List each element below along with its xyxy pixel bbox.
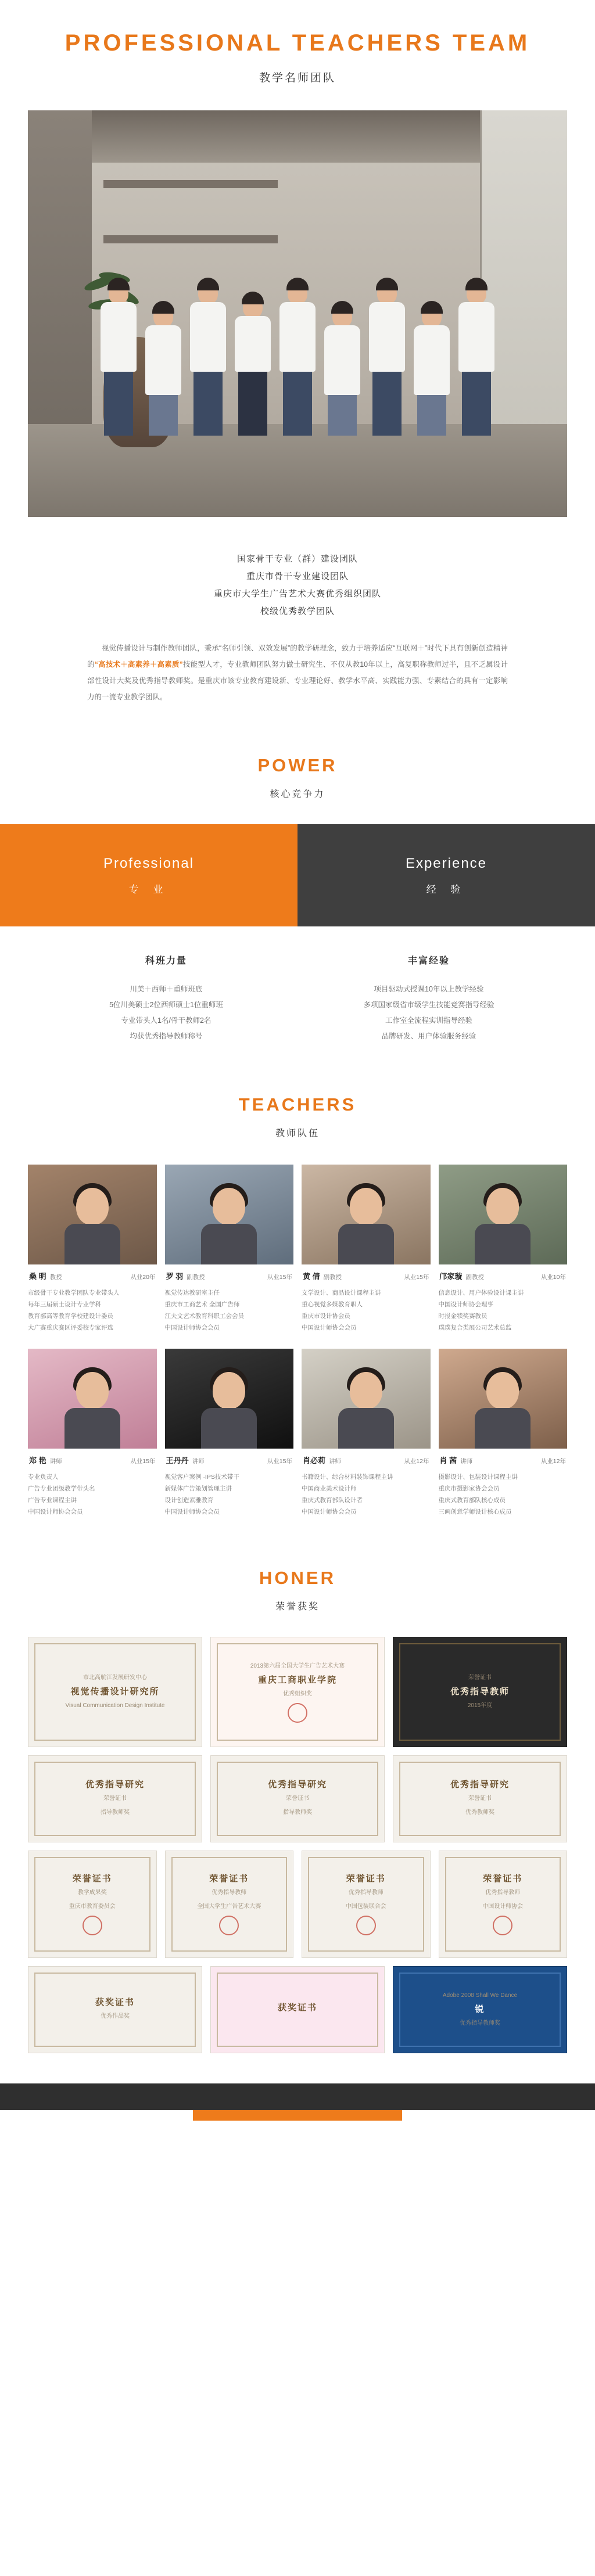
teacher-description: 信息设计、用户体验设计课主讲 中国设计师协会理事 时报金犊奖赛教员 璞璞复合类展公司艺术总监 bbox=[438, 1289, 524, 1331]
teacher-name: 桑 明 bbox=[29, 1272, 46, 1281]
teacher-description: 专业负责人 广告专业团级教学带头名 广告专业课程主讲 中国设计师协会会员 bbox=[28, 1474, 95, 1515]
photo-person bbox=[367, 278, 408, 436]
footer-bottom-space bbox=[0, 2121, 595, 2144]
photo-people bbox=[98, 278, 497, 436]
top-spacer bbox=[0, 0, 595, 30]
certificate-card[interactable] bbox=[393, 1755, 567, 1842]
certificate-note: 荣誉证书 bbox=[103, 1795, 127, 1802]
teacher-photo bbox=[439, 1165, 568, 1264]
power-list-item: 均获优秀指导教师称号 bbox=[130, 1032, 203, 1040]
power-split-banner bbox=[0, 824, 595, 926]
certificate-title: 优秀指导教师 bbox=[450, 1687, 510, 1697]
certificate-card[interactable] bbox=[393, 1637, 567, 1747]
photo-person bbox=[232, 292, 273, 436]
power-banner-professional-en: Professional bbox=[103, 855, 195, 871]
photo-person bbox=[411, 301, 453, 436]
photo-person bbox=[322, 301, 363, 436]
certificate-title: 荣誉证书 bbox=[209, 1873, 249, 1884]
teacher-name: 黄 倩 bbox=[303, 1272, 320, 1281]
intro-paragraph bbox=[87, 640, 508, 705]
teacher-meta bbox=[302, 1449, 431, 1465]
power-banner-experience-cn: 经 验 bbox=[426, 883, 467, 895]
teacher-role: 副教授 bbox=[187, 1274, 205, 1281]
power-column-right bbox=[298, 953, 560, 1044]
certificate-note: 优秀指导教师 bbox=[348, 1889, 383, 1896]
certificate-title: 优秀指导研究 bbox=[267, 1780, 327, 1790]
teacher-name: 邝家璇 bbox=[439, 1272, 463, 1281]
power-column-right-heading: 丰富经验 bbox=[407, 956, 450, 966]
teacher-card[interactable] bbox=[439, 1349, 568, 1518]
teacher-photo bbox=[28, 1349, 157, 1449]
certificate-card[interactable] bbox=[302, 1851, 431, 1958]
footer-orange-bar bbox=[193, 2110, 402, 2121]
teacher-role: 讲师 bbox=[460, 1458, 473, 1465]
certificate-subnote: 优秀教师奖 bbox=[465, 1809, 494, 1816]
intro-line: 国家骨干专业（群）建设团队 bbox=[236, 554, 358, 564]
power-list-item: 品牌研发、用户体验服务经验 bbox=[381, 1032, 476, 1040]
photo-person bbox=[456, 278, 497, 436]
honer-section bbox=[0, 1568, 595, 2053]
power-title-cn: 核心竞争力 bbox=[270, 789, 325, 799]
certificate-note: 市北高航江发展研发中心 bbox=[83, 1675, 147, 1681]
certificate-note: 荣誉证书 bbox=[468, 1795, 492, 1802]
photo-floor bbox=[28, 424, 567, 517]
power-banner-experience bbox=[298, 824, 595, 926]
certificate-card[interactable] bbox=[439, 1851, 568, 1958]
teacher-experience: 从业15年 bbox=[267, 1458, 292, 1465]
power-column-left bbox=[35, 953, 298, 1044]
teacher-name: 肖 茜 bbox=[439, 1456, 457, 1465]
certificate-note: 荣誉证书 bbox=[286, 1795, 309, 1802]
photo-person bbox=[277, 278, 318, 436]
power-columns bbox=[0, 953, 595, 1044]
certificate-title: 视觉传播设计研究所 bbox=[70, 1687, 160, 1697]
power-banner-professional-cn: 专 业 bbox=[128, 883, 169, 895]
certificate-note: 教学成果奖 bbox=[77, 1889, 107, 1896]
teacher-experience: 从业20年 bbox=[130, 1274, 156, 1281]
teacher-grid-row-2 bbox=[28, 1349, 567, 1518]
teacher-experience: 从业15年 bbox=[130, 1458, 156, 1465]
certificate-row bbox=[28, 1637, 567, 1747]
teacher-card[interactable] bbox=[165, 1349, 294, 1518]
power-section bbox=[0, 755, 595, 1044]
footer-dark-bar bbox=[0, 2083, 595, 2110]
certificate-card[interactable] bbox=[210, 1637, 385, 1747]
team-photo bbox=[28, 110, 567, 517]
certificate-subnote: 优秀组织奖 bbox=[283, 1691, 312, 1697]
teacher-photo bbox=[165, 1349, 294, 1449]
teacher-experience: 从业15年 bbox=[267, 1274, 292, 1281]
power-list-item: 专业带头人1名/骨干教师2名 bbox=[121, 1016, 212, 1025]
certificate-note: 优秀作品奖 bbox=[101, 2013, 130, 2020]
teacher-card[interactable] bbox=[28, 1165, 157, 1334]
certificate-title: 获奖证书 bbox=[95, 1997, 135, 2007]
honer-title-en: HONER bbox=[259, 1568, 336, 1588]
certificate-card[interactable] bbox=[28, 1755, 202, 1842]
certificate-card[interactable] bbox=[28, 1851, 157, 1958]
teacher-role: 副教授 bbox=[323, 1274, 342, 1281]
certificate-title: 优秀指导研究 bbox=[85, 1780, 145, 1790]
photo-person bbox=[142, 301, 184, 436]
certificate-note: 优秀指导教师 bbox=[212, 1889, 247, 1896]
certificate-subnote: Visual Communication Design Institute bbox=[65, 1702, 165, 1709]
certificate-subnote: 中国包装联合会 bbox=[345, 1903, 386, 1910]
teacher-photo bbox=[302, 1349, 431, 1449]
photo-person bbox=[187, 278, 228, 436]
teacher-meta bbox=[439, 1264, 568, 1281]
teacher-role: 教授 bbox=[49, 1274, 62, 1281]
teacher-meta bbox=[28, 1449, 157, 1465]
teacher-description: 视觉传达教研室主任 重庆市工商艺术 全国广告师 江夫文艺术教育科职工会会员 中国设计师协会会员 bbox=[164, 1289, 244, 1331]
intro-honor-lines bbox=[87, 551, 508, 620]
power-column-right-list bbox=[298, 982, 560, 1044]
page-subtitle: 教学名师团队 bbox=[259, 72, 336, 84]
photo-shelf-lower bbox=[103, 235, 278, 243]
teacher-role: 副教授 bbox=[465, 1274, 485, 1281]
certificate-row bbox=[28, 1755, 567, 1842]
teacher-photo bbox=[28, 1165, 157, 1264]
power-list-item: 5位川美硕士2位西师硕士1位重师班 bbox=[109, 1001, 223, 1009]
certificate-row bbox=[28, 1851, 567, 1958]
teacher-description: 摄影设计、包装设计课程主讲 重庆市摄影家协会会员 重庆式教育部队核心成员 三画创意学师设计核心成员 bbox=[438, 1474, 518, 1515]
power-heading bbox=[0, 755, 595, 800]
intro-paragraph-part1: 视觉传播设计与制作教师团队，秉承“名师引领、双效发展”的教学研理念，致力于培养适应“互联网＋”时代下具有创新创造精神的 bbox=[87, 644, 508, 669]
teacher-name: 王丹丹 bbox=[166, 1456, 189, 1465]
teachers-title-en: TEACHERS bbox=[238, 1094, 357, 1115]
teacher-meta bbox=[28, 1264, 157, 1281]
certificate-subnote: 中国设计师协会 bbox=[482, 1903, 524, 1910]
teacher-experience: 从业12年 bbox=[540, 1458, 566, 1465]
certificate-title: 获奖证书 bbox=[277, 2003, 317, 2013]
teacher-experience: 从业15年 bbox=[404, 1274, 429, 1281]
certificate-subnote: 重庆市教育委员会 bbox=[69, 1903, 116, 1910]
power-column-left-heading: 科班力量 bbox=[145, 956, 187, 966]
certificate-subnote: 2015年度 bbox=[467, 1702, 493, 1709]
teacher-description: 文学设计、商品设计课程主讲 重心视觉多媒教育职人 重庆市设计协会员 中国设计师协会会员 bbox=[302, 1289, 381, 1331]
power-banner-professional bbox=[0, 824, 298, 926]
power-list-item: 工作室全流程实训指导经验 bbox=[385, 1016, 472, 1025]
footer bbox=[0, 2083, 595, 2144]
teacher-experience: 从业10年 bbox=[540, 1274, 566, 1281]
teachers-title-cn: 教师队伍 bbox=[275, 1129, 320, 1138]
certificate-title: 锐 bbox=[475, 2004, 485, 2014]
certificate-row bbox=[28, 1966, 567, 2053]
teacher-meta bbox=[439, 1449, 568, 1465]
intro-paragraph-part2: 技能型人才，专业教师团队努力做士研究生、不仅从教10年以上，高复职称教师过半，且不乏属设计部性设计大奖及优秀指导教师奖。是重庆市该专业教育建设新、专业理论好、教学水平高、实践能力强、专素结合的具有一定影响力的一流专业教学团队。 bbox=[87, 660, 508, 701]
photo-shelf-upper bbox=[103, 180, 278, 188]
teachers-grid-wrap bbox=[0, 1165, 595, 1518]
teacher-card[interactable] bbox=[28, 1349, 157, 1518]
certificate-card[interactable] bbox=[210, 1755, 385, 1842]
certificate-note: 荣誉证书 bbox=[468, 1675, 492, 1681]
teacher-meta bbox=[165, 1264, 294, 1281]
teacher-role: 讲师 bbox=[49, 1458, 62, 1465]
teacher-description: 书籍设计、综合材料装饰课程主讲 中国商业美术设计师 重庆式教育部队设计者 中国设计师协会会员 bbox=[302, 1474, 393, 1515]
seal-icon bbox=[356, 1916, 376, 1935]
teacher-description: 市级骨干专业教学团队专业带头人 每年三届硕士设计专业学科 教育部高等教育学校建设计委员 大广赛重庆赛区评委校专家评选 bbox=[28, 1289, 120, 1331]
certificate-subnote: 指导教师奖 bbox=[101, 1809, 130, 1816]
power-title-en: POWER bbox=[257, 755, 338, 775]
power-column-left-list bbox=[35, 982, 298, 1044]
teachers-section bbox=[0, 1094, 595, 1518]
power-list-item: 川美＋西师＋重师班底 bbox=[130, 985, 203, 993]
certificate-card[interactable] bbox=[28, 1966, 202, 2053]
certificate-title: 优秀指导研究 bbox=[450, 1780, 510, 1790]
teacher-card[interactable] bbox=[302, 1165, 431, 1334]
honer-heading bbox=[0, 1568, 595, 1612]
teacher-card[interactable] bbox=[165, 1165, 294, 1334]
certificate-title: 荣誉证书 bbox=[483, 1873, 523, 1884]
seal-icon bbox=[493, 1916, 512, 1935]
intro-line: 重庆市大学生广告艺术大赛优秀组织团队 bbox=[213, 589, 381, 599]
power-list-item: 多项国家级省市级学生技能竞赛指导经验 bbox=[363, 1001, 494, 1009]
teacher-photo bbox=[302, 1165, 431, 1264]
certificate-subnote: 指导教师奖 bbox=[283, 1809, 312, 1816]
intro-line: 校级优秀教学团队 bbox=[260, 606, 335, 616]
teacher-meta bbox=[165, 1449, 294, 1465]
certificate-note: Adobe 2008 Shall We Dance bbox=[442, 1992, 518, 1999]
certificate-note: 2013第六届全国大学生广告艺术大赛 bbox=[250, 1663, 345, 1669]
page-title: PROFESSIONAL TEACHERS TEAM bbox=[64, 30, 531, 56]
teacher-photo bbox=[439, 1349, 568, 1449]
teacher-name: 郑 艳 bbox=[29, 1456, 46, 1465]
teacher-description: 视觉客户案例 ·IPS技术带干 新媒体广告策划管理主讲 设计创造素雅教育 中国设计师协会会员 bbox=[164, 1474, 239, 1515]
teacher-grid-row-1 bbox=[28, 1165, 567, 1334]
certificate-title: 荣誉证书 bbox=[346, 1873, 386, 1884]
certificate-card[interactable] bbox=[210, 1966, 385, 2053]
teacher-name: 罗 羽 bbox=[166, 1272, 184, 1281]
teachers-heading bbox=[0, 1094, 595, 1139]
certificate-card[interactable] bbox=[165, 1851, 294, 1958]
header-section bbox=[0, 30, 595, 85]
teacher-experience: 从业12年 bbox=[404, 1458, 429, 1465]
certificate-title: 荣誉证书 bbox=[72, 1873, 112, 1884]
teacher-photo bbox=[165, 1165, 294, 1264]
certificate-note: 优秀指导教师 bbox=[485, 1889, 521, 1896]
certificates-wrap bbox=[0, 1637, 595, 2053]
teacher-card[interactable] bbox=[439, 1165, 568, 1334]
power-banner-experience-en: Experience bbox=[405, 855, 488, 871]
intro-paragraph-highlight: “高技术＋高素养＋高素质” bbox=[94, 660, 183, 669]
seal-icon bbox=[83, 1916, 102, 1935]
certificate-card[interactable] bbox=[28, 1637, 202, 1747]
teacher-name: 肖必莉 bbox=[303, 1456, 326, 1465]
certificate-title: 重庆工商职业学院 bbox=[257, 1675, 337, 1685]
power-list-item: 项目驱动式授课10年以上教学经验 bbox=[374, 985, 484, 993]
seal-icon bbox=[288, 1703, 307, 1723]
seal-icon bbox=[219, 1916, 239, 1935]
teacher-role: 讲师 bbox=[329, 1458, 342, 1465]
teacher-meta bbox=[302, 1264, 431, 1281]
intro-line: 重庆市骨干专业建设团队 bbox=[246, 572, 349, 581]
honer-title-cn: 荣誉获奖 bbox=[275, 1602, 320, 1612]
teacher-card[interactable] bbox=[302, 1349, 431, 1518]
teacher-role: 讲师 bbox=[192, 1458, 205, 1465]
certificate-subnote: 优秀指导教师奖 bbox=[460, 2020, 500, 2027]
photo-person bbox=[98, 278, 139, 436]
intro-section bbox=[0, 517, 595, 705]
certificate-subnote: 全国大学生广告艺术大赛 bbox=[197, 1903, 261, 1910]
certificate-card[interactable] bbox=[393, 1966, 567, 2053]
